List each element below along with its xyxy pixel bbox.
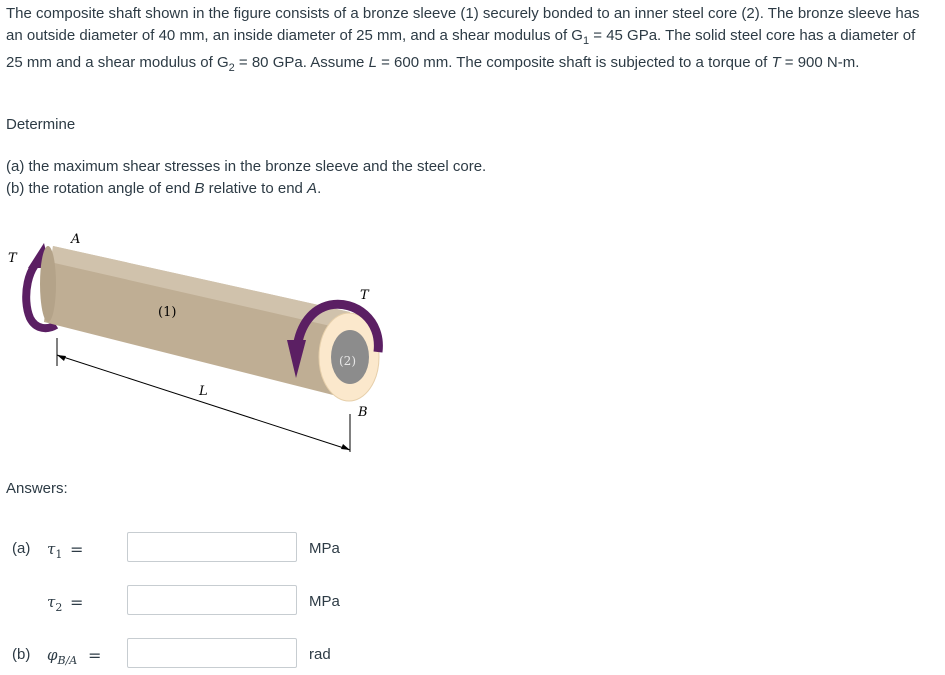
- problem-text-5: = 900 N-m.: [780, 54, 860, 71]
- question-parts: [6, 156, 486, 199]
- label-a: A: [71, 232, 81, 247]
- symbol-subscript: 2: [55, 601, 63, 614]
- symbol-subscript: B/A: [57, 654, 78, 667]
- answers-label: Answers:: [6, 480, 68, 497]
- part-b-end-a: A: [307, 179, 318, 197]
- part-b-period: .: [317, 179, 322, 197]
- tau1-input[interactable]: [127, 532, 297, 562]
- label-l: L: [199, 384, 208, 399]
- composite-shaft-figure: [0, 225, 420, 465]
- length-symbol: L: [368, 54, 377, 71]
- symbol-tau: τ: [47, 593, 56, 611]
- answer-symbol: [47, 593, 62, 614]
- tau2-input[interactable]: [127, 585, 297, 615]
- equals-sign: =: [88, 646, 102, 665]
- g2-subscript: 2: [228, 62, 235, 74]
- answer-symbol: [47, 646, 77, 667]
- torque-symbol: T: [771, 54, 781, 71]
- answer-row-tau1: [0, 532, 945, 566]
- answer-row-phi: [0, 638, 945, 672]
- problem-text-3: = 80 GPa. Assume: [234, 54, 369, 71]
- dimension-arrowhead-right: [341, 444, 350, 450]
- shaft-left-end: [40, 246, 56, 322]
- problem-text-1: The composite shaft shown in the figure consists of a bronze sleeve (1) securely bonded to an inner steel core (2). The bronze sleeve has an outside diameter of 40 mm, an inside diameter of 25 mm, and a shear modulus of G: [6, 5, 920, 44]
- symbol-tau: τ: [47, 540, 56, 558]
- label-core-2: (2): [339, 354, 356, 368]
- symbol-subscript: 1: [55, 548, 63, 561]
- part-b-text: [6, 178, 486, 200]
- problem-text-4: = 600 mm. The composite shaft is subjected to a torque of: [376, 54, 772, 71]
- part-b-mid: relative to end: [204, 179, 308, 197]
- equals-sign: =: [70, 540, 84, 559]
- symbol-phi: φ: [47, 646, 58, 664]
- part-a-text: (a) the maximum shear stresses in the bronze sleeve and the steel core.: [6, 158, 487, 175]
- unit-label: MPa: [309, 593, 340, 610]
- determine-heading: Determine: [6, 116, 76, 133]
- part-b-pre: (b) the rotation angle of end: [6, 179, 195, 197]
- answer-part-label: (a): [12, 540, 31, 557]
- problem-statement: [6, 3, 931, 80]
- answer-part-label: (b): [12, 646, 31, 663]
- unit-label: MPa: [309, 540, 340, 557]
- unit-label: rad: [309, 646, 331, 663]
- answer-row-tau2: [0, 585, 945, 619]
- label-sleeve-1: (1): [158, 305, 177, 320]
- part-b-end-b: B: [194, 179, 205, 197]
- phi-ba-input[interactable]: [127, 638, 297, 668]
- label-b: B: [358, 405, 368, 420]
- equals-sign: =: [70, 593, 84, 612]
- answer-symbol: [47, 540, 62, 561]
- problem-text-2: = 45 GPa. The solid steel core has a diameter of 25 mm and a shear modulus of G: [6, 26, 916, 71]
- label-t-right: T: [360, 288, 369, 303]
- label-t-left: T: [8, 251, 17, 266]
- dimension-arrowhead-left: [57, 355, 66, 361]
- g1-subscript: 1: [582, 34, 590, 47]
